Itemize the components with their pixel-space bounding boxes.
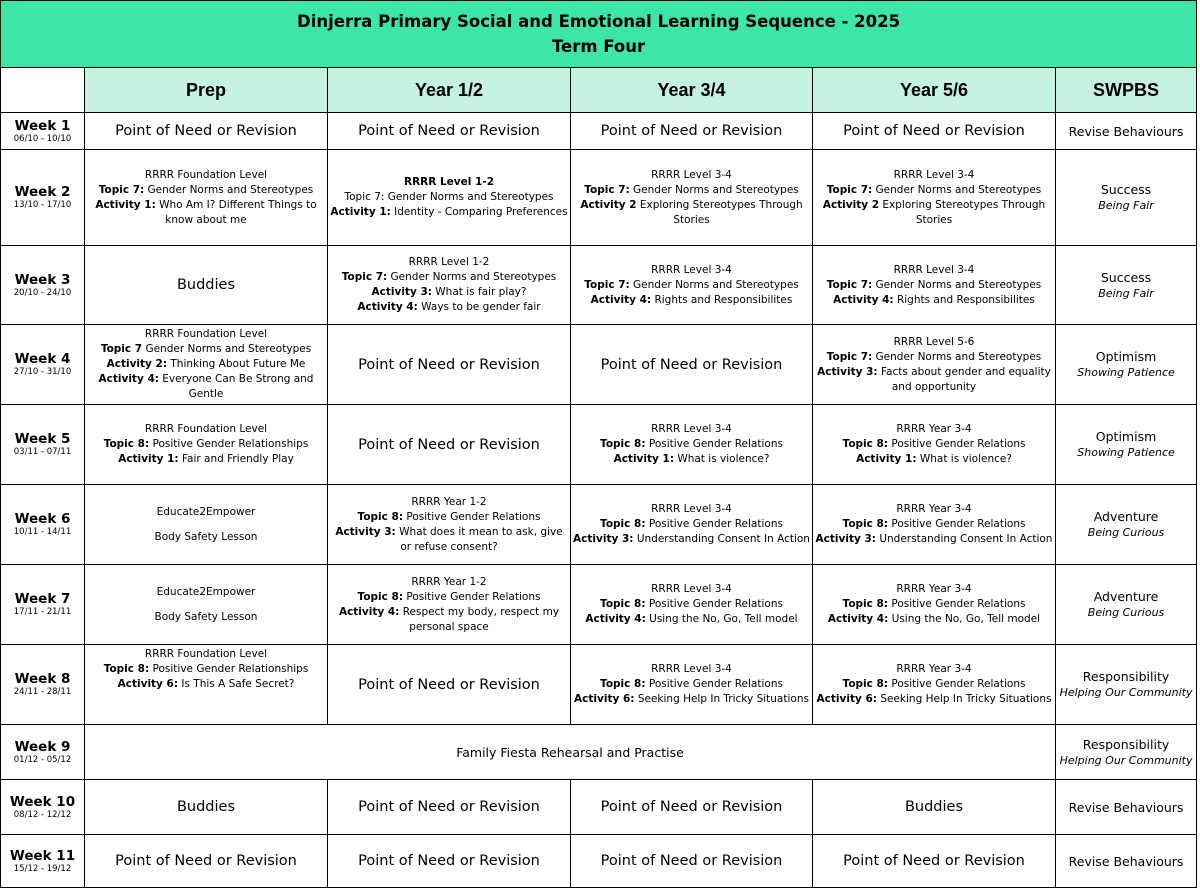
- week-row: [1, 645, 1197, 725]
- activity-label: Activity 2:: [106, 358, 168, 370]
- activity-text: What is violence?: [919, 453, 1012, 465]
- program-level: RRRR Year 3-4: [896, 663, 972, 675]
- week-dates: 10/11 - 14/11: [13, 527, 72, 537]
- topic-text: Positive Gender Relations: [648, 438, 783, 450]
- topic-label: Topic 8:: [842, 518, 889, 530]
- topic-text: Gender Norms and Stereotypes: [147, 183, 314, 196]
- swpbs-behaviour: Showing Patience: [1077, 366, 1175, 379]
- header-corner: [1, 68, 85, 113]
- swpbs-value: Adventure: [1093, 589, 1159, 604]
- swpbs-value: Success: [1100, 269, 1152, 285]
- prep-cell: [85, 150, 328, 246]
- year12-cell: Point of Need or Revision: [328, 835, 571, 888]
- activity-label: Activity 3:: [573, 533, 634, 545]
- activity-text: What does it mean to ask, give or refuse consent?: [399, 525, 563, 553]
- topic-label: Topic 8:: [103, 663, 150, 675]
- week-row: [1, 725, 1197, 780]
- week-label: Week 4: [14, 351, 71, 367]
- topic-label: Topic 7:: [826, 278, 873, 291]
- swpbs-cell: [1056, 246, 1197, 325]
- week-dates: 17/11 - 21/11: [13, 607, 72, 617]
- prep-cell: Point of Need or Revision: [85, 113, 328, 150]
- week-dates: 06/10 - 10/10: [13, 133, 72, 144]
- program-level: RRRR Level 3-4: [651, 263, 732, 276]
- year12-cell: [328, 246, 571, 325]
- activity-text: Understanding Consent In Action: [879, 533, 1053, 545]
- activity-text: Who Am I? Different Things to know about me: [159, 198, 317, 226]
- prep-cell: Buddies: [85, 246, 328, 325]
- week-cell: [1, 835, 85, 888]
- lesson-name: Body Safety Lesson: [154, 610, 258, 623]
- activity-label: Activity 4:: [357, 301, 418, 313]
- program-name: Educate2Empower: [156, 585, 256, 598]
- activity-label: Activity 3:: [371, 286, 432, 298]
- activity-text: Understanding Consent In Action: [636, 533, 810, 545]
- topic-label: Topic 8:: [600, 438, 646, 450]
- lesson-name: Body Safety Lesson: [154, 530, 258, 543]
- program-level: RRRR Foundation Level: [144, 648, 268, 660]
- year12-cell: Point of Need or Revision: [328, 405, 571, 485]
- week-label: Week 1: [14, 117, 71, 134]
- activity-text: Exploring Stereotypes Through Stories: [639, 198, 803, 226]
- topic-label: Topic 8:: [103, 438, 150, 450]
- week-dates: 20/10 - 24/10: [13, 287, 72, 298]
- topic-label: Topic 8:: [357, 510, 404, 523]
- topic-label: Topic 8:: [842, 678, 889, 690]
- swpbs-value: Adventure: [1093, 509, 1159, 524]
- topic-text: Positive Gender Relations: [891, 678, 1026, 690]
- activity-label: Activity 4:: [833, 293, 894, 306]
- topic-label: Topic 7:: [826, 183, 873, 196]
- week-label: Week 2: [14, 184, 71, 200]
- week-cell: [1, 565, 85, 645]
- activity-text: Facts about gender and equality and opportunity: [880, 365, 1051, 393]
- prep-cell: [85, 565, 328, 645]
- topic-text: Positive Gender Relations: [891, 598, 1026, 610]
- activity-label: Activity 1:: [95, 198, 156, 211]
- title-row: [1, 1, 1197, 68]
- topic-label: Topic 7:: [826, 350, 873, 363]
- activity-text: Thinking About Future Me: [170, 358, 306, 370]
- week-cell: [1, 485, 85, 565]
- topic-text: Gender Norms and Stereotypes: [633, 183, 799, 196]
- year12-cell: Point of Need or Revision: [328, 325, 571, 405]
- activity-text: Using the No, Go, Tell model: [891, 613, 1041, 625]
- year12-cell: [328, 565, 571, 645]
- week-dates: 01/12 - 05/12: [13, 754, 72, 765]
- topic-label: Topic 8:: [842, 598, 889, 610]
- activity-label: Activity 2: [822, 198, 880, 211]
- year34-cell: [571, 565, 813, 645]
- week-dates: 03/11 - 07/11: [13, 447, 72, 457]
- year34-cell: [571, 246, 813, 325]
- activity-text: Is This A Safe Secret?: [181, 678, 295, 690]
- swpbs-cell: [1056, 150, 1197, 246]
- activity-label: Activity 6:: [816, 693, 877, 705]
- week-cell: [1, 150, 85, 246]
- document-title: Dinjerra Primary Social and Emotional Learning Sequence - 2025: [297, 12, 901, 31]
- topic-label: Topic 7:: [344, 191, 385, 203]
- header-year-5-6: Year 5/6: [813, 68, 1056, 113]
- prep-cell: Buddies: [85, 780, 328, 835]
- week-dates: 15/12 - 19/12: [13, 863, 72, 874]
- topic-text: Positive Gender Relationships: [152, 438, 309, 450]
- activity-label: Activity 1:: [856, 453, 917, 465]
- topic-text: Gender Norms and Stereotypes: [145, 343, 312, 355]
- header-prep: Prep: [85, 68, 328, 113]
- activity-label: Activity 4:: [338, 605, 400, 618]
- week-dates: 27/10 - 31/10: [13, 367, 72, 377]
- activity-text: Fair and Friendly Play: [181, 453, 294, 465]
- program-level: RRRR Level 3-4: [651, 663, 732, 675]
- year56-cell: [813, 565, 1056, 645]
- week-row: [1, 150, 1197, 246]
- activity-text: Seeking Help In Tricky Situations: [637, 693, 809, 705]
- prep-cell: Point of Need or Revision: [85, 835, 328, 888]
- activity-label: Activity 2: [580, 198, 637, 211]
- topic-text: Positive Gender Relations: [648, 518, 783, 530]
- topic-text: Positive Gender Relationships: [152, 663, 309, 675]
- week-row: [1, 835, 1197, 888]
- year56-cell: [813, 645, 1056, 725]
- topic-text: Positive Gender Relations: [648, 598, 783, 610]
- program-level: RRRR Level 3-4: [651, 503, 732, 515]
- prep-cell: [85, 645, 328, 725]
- program-level: RRRR Year 3-4: [896, 423, 972, 435]
- topic-text: Gender Norms and Stereotypes: [387, 191, 554, 203]
- activity-text: Identity - Comparing Preferences: [394, 206, 568, 218]
- topic-label: Topic 8:: [842, 438, 889, 450]
- topic-label: Topic 7:: [98, 183, 145, 196]
- activity-label: Activity 1:: [330, 206, 391, 218]
- activity-label: Activity 4:: [585, 613, 646, 625]
- swpbs-behaviour: Being Fair: [1098, 199, 1154, 212]
- program-level: RRRR Year 1-2: [411, 495, 487, 508]
- activity-text: Using the No, Go, Tell model: [649, 613, 798, 625]
- activity-text: Rights and Responsibilites: [654, 293, 793, 306]
- topic-label: Topic 8:: [600, 518, 646, 530]
- year12-cell: Point of Need or Revision: [328, 645, 571, 725]
- swpbs-cell: Revise Behaviours: [1056, 780, 1197, 835]
- program-level: RRRR Level 3-4: [893, 263, 975, 276]
- activity-label: Activity 4:: [590, 293, 652, 306]
- topic-text: Positive Gender Relations: [406, 510, 541, 523]
- activity-text: Seeking Help In Tricky Situations: [880, 693, 1052, 705]
- activity-label: Activity 3:: [815, 533, 876, 545]
- header-year-1-2: Year 1/2: [328, 68, 571, 113]
- year34-cell: Point of Need or Revision: [571, 780, 813, 835]
- week-cell: [1, 780, 85, 835]
- fiesta-cell: Family Fiesta Rehearsal and Practise: [85, 725, 1056, 780]
- swpbs-cell: [1056, 565, 1197, 645]
- swpbs-behaviour: Helping Our Community: [1059, 686, 1193, 699]
- swpbs-cell: Revise Behaviours: [1056, 113, 1197, 150]
- week-label: Week 11: [9, 847, 76, 864]
- swpbs-behaviour: Helping Our Community: [1059, 753, 1193, 767]
- week-row: [1, 780, 1197, 835]
- year34-cell: Point of Need or Revision: [571, 113, 813, 150]
- prep-cell: [85, 405, 328, 485]
- year12-cell: Point of Need or Revision: [328, 780, 571, 835]
- year34-cell: Point of Need or Revision: [571, 325, 813, 405]
- year56-cell: [813, 325, 1056, 405]
- activity-label: Activity 6:: [574, 693, 635, 705]
- year12-cell: [328, 485, 571, 565]
- program-level: RRRR Foundation Level: [144, 168, 268, 181]
- title-cell: [1, 1, 1197, 68]
- activity-label: Activity 4:: [827, 613, 889, 625]
- week-row: [1, 565, 1197, 645]
- program-level: RRRR Foundation Level: [144, 328, 268, 340]
- topic-label: Topic 8:: [357, 590, 404, 603]
- week-cell: [1, 113, 85, 150]
- week-label: Week 8: [14, 671, 71, 687]
- year56-cell: [813, 405, 1056, 485]
- term-title: Term Four: [551, 37, 646, 56]
- week-row: [1, 485, 1197, 565]
- program-level: RRRR Level 5-6: [893, 335, 975, 348]
- topic-label: Topic 7:: [584, 278, 630, 291]
- topic-text: Gender Norms and Stereotypes: [875, 350, 1042, 363]
- year34-cell: Point of Need or Revision: [571, 835, 813, 888]
- year56-cell: Point of Need or Revision: [813, 113, 1056, 150]
- year56-cell: [813, 150, 1056, 246]
- program-level: RRRR Level 3-4: [893, 168, 975, 181]
- program-level: RRRR Year 1-2: [411, 575, 487, 588]
- program-level: RRRR Level 1-2: [408, 256, 490, 268]
- week-label: Week 3: [14, 271, 71, 288]
- week-row: [1, 325, 1197, 405]
- swpbs-behaviour: Being Curious: [1087, 606, 1165, 619]
- activity-text: Exploring Stereotypes Through Stories: [882, 198, 1046, 226]
- swpbs-behaviour: Being Fair: [1098, 286, 1154, 300]
- prep-cell: [85, 485, 328, 565]
- program-level: RRRR Level 3-4: [651, 168, 732, 181]
- topic-text: Gender Norms and Stereotypes: [390, 271, 557, 283]
- program-level: RRRR Level 3-4: [651, 423, 732, 435]
- activity-text: Respect my body, respect my personal space: [402, 605, 560, 633]
- week-label: Week 6: [14, 511, 71, 527]
- week-cell: [1, 325, 85, 405]
- program-level: RRRR Level 1-2: [404, 176, 494, 188]
- week-label: Week 10: [9, 793, 76, 810]
- topic-label: Topic 7:: [341, 271, 388, 283]
- activity-label: Activity 6:: [117, 678, 179, 690]
- activity-label: Activity 1:: [613, 453, 675, 465]
- year12-cell: [328, 150, 571, 246]
- activity-label: Activity 4:: [98, 373, 159, 385]
- swpbs-cell: [1056, 645, 1197, 725]
- year34-cell: [571, 150, 813, 246]
- swpbs-value: Optimism: [1095, 349, 1157, 364]
- swpbs-cell: [1056, 405, 1197, 485]
- activity-text: Rights and Responsibilites: [896, 293, 1035, 306]
- activity-text: Everyone Can Be Strong and Gentle: [162, 373, 314, 400]
- swpbs-value: Optimism: [1095, 429, 1157, 444]
- activity-label: Activity 3:: [817, 365, 878, 378]
- year34-cell: [571, 405, 813, 485]
- topic-text: Gender Norms and Stereotypes: [875, 278, 1042, 291]
- program-level: RRRR Foundation Level: [144, 423, 268, 435]
- header-year-3-4: Year 3/4: [571, 68, 813, 113]
- topic-text: Gender Norms and Stereotypes: [875, 183, 1042, 196]
- week-cell: [1, 246, 85, 325]
- year56-cell: [813, 246, 1056, 325]
- topic-label: Topic 7: [100, 343, 143, 355]
- topic-text: Positive Gender Relations: [648, 678, 783, 690]
- week-row: [1, 405, 1197, 485]
- week-label: Week 9: [14, 738, 71, 755]
- year56-cell: Point of Need or Revision: [813, 835, 1056, 888]
- year34-cell: [571, 485, 813, 565]
- activity-label: Activity 1:: [118, 453, 179, 465]
- swpbs-cell: [1056, 325, 1197, 405]
- program-level: RRRR Year 3-4: [896, 503, 972, 515]
- topic-text: Positive Gender Relations: [406, 590, 541, 603]
- swpbs-value: Responsibility: [1082, 736, 1170, 752]
- week-cell: [1, 725, 85, 780]
- week-row: [1, 246, 1197, 325]
- activity-label: Activity 3:: [335, 525, 396, 538]
- topic-text: Gender Norms and Stereotypes: [633, 278, 799, 291]
- activity-text: What is violence?: [677, 453, 770, 465]
- activity-text: What is fair play?: [435, 286, 527, 298]
- topic-label: Topic 8:: [600, 598, 646, 610]
- swpbs-value: Success: [1100, 182, 1152, 197]
- swpbs-cell: Revise Behaviours: [1056, 835, 1197, 888]
- swpbs-behaviour: Being Curious: [1087, 526, 1165, 539]
- swpbs-behaviour: Showing Patience: [1077, 446, 1175, 459]
- topic-text: Positive Gender Relations: [891, 518, 1026, 530]
- program-level: RRRR Year 3-4: [896, 583, 972, 595]
- week-cell: [1, 405, 85, 485]
- year34-cell: [571, 645, 813, 725]
- swpbs-cell: [1056, 725, 1197, 780]
- prep-cell: [85, 325, 328, 405]
- week-row: [1, 113, 1197, 150]
- week-dates: 24/11 - 28/11: [13, 687, 72, 697]
- year12-cell: Point of Need or Revision: [328, 113, 571, 150]
- header-swpbs: SWPBS: [1056, 68, 1197, 113]
- header-row: [1, 68, 1197, 113]
- week-label: Week 5: [14, 431, 71, 447]
- topic-label: Topic 7:: [584, 183, 630, 196]
- week-dates: 13/10 - 17/10: [13, 200, 72, 210]
- activity-text: Ways to be gender fair: [421, 301, 541, 313]
- program-level: RRRR Level 3-4: [651, 583, 732, 595]
- program-name: Educate2Empower: [156, 505, 256, 518]
- swpbs-cell: [1056, 485, 1197, 565]
- year56-cell: Buddies: [813, 780, 1056, 835]
- topic-label: Topic 8:: [600, 678, 646, 690]
- topic-text: Positive Gender Relations: [891, 438, 1026, 450]
- week-dates: 08/12 - 12/12: [13, 809, 72, 820]
- week-cell: [1, 645, 85, 725]
- week-label: Week 7: [14, 591, 71, 607]
- swpbs-value: Responsibility: [1082, 669, 1170, 684]
- year56-cell: [813, 485, 1056, 565]
